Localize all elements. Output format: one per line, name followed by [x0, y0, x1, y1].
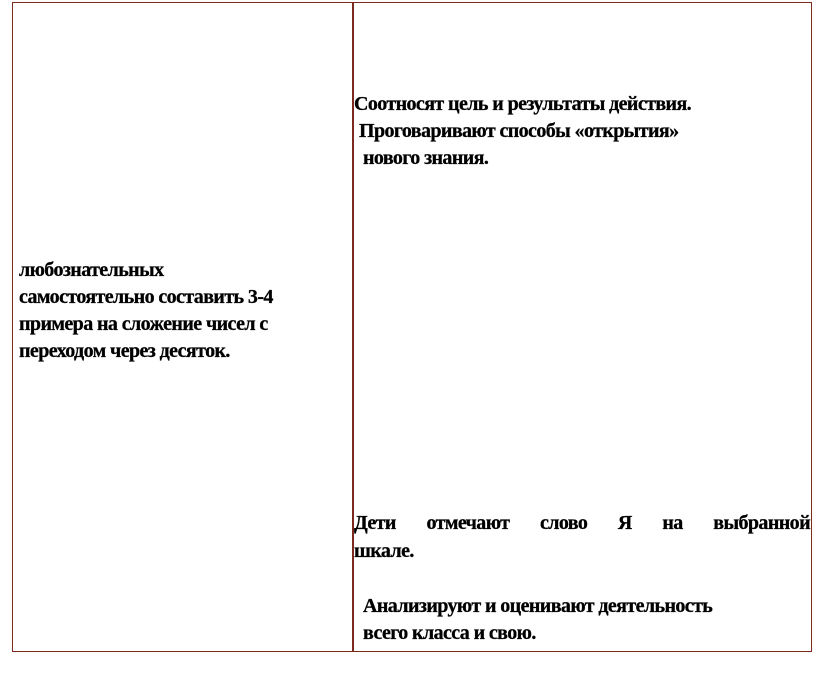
right-cell-justified-line: Дети отмечают слово Я на выбранной: [354, 512, 810, 534]
left-cell-text: [19, 257, 273, 365]
left-cell-line: переходом через десяток.: [19, 340, 230, 362]
right-cell-line: всего класса и свою.: [363, 622, 536, 644]
right-cell-line: нового знания.: [363, 147, 489, 169]
left-cell-line: самостоятельно составить 3-4: [19, 286, 273, 308]
lesson-table: [12, 2, 812, 652]
left-cell-line: любознательных: [19, 259, 164, 281]
right-cell-line: Соотносят цель и результаты действия.: [354, 93, 692, 115]
right-cell-line: Проговаривают способы «открытия»: [359, 120, 679, 142]
left-cell-line: примера на сложение чисел с: [19, 313, 268, 335]
right-cell-line: шкале.: [354, 540, 414, 562]
right-cell-line: Анализируют и оценивают деятельность: [363, 595, 713, 617]
